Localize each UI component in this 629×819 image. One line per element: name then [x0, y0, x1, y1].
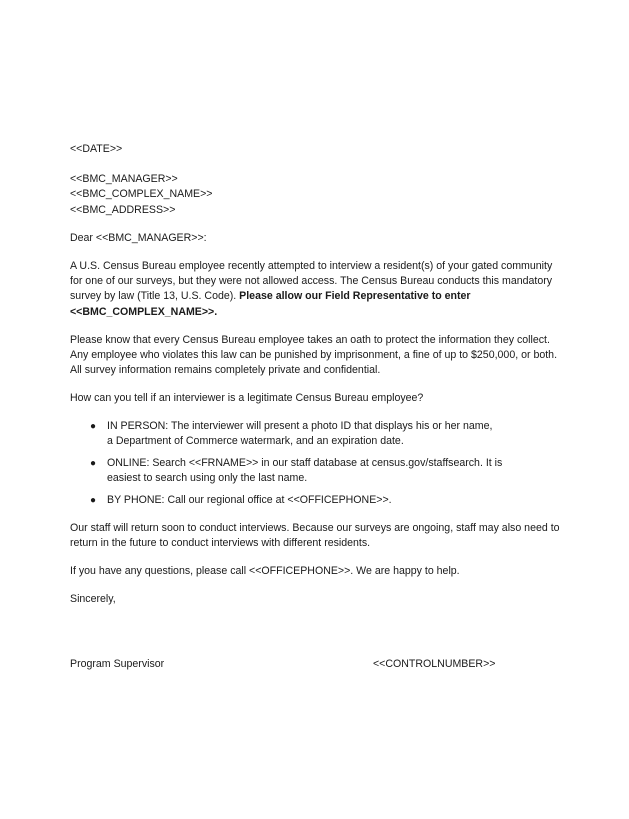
paragraph-confidentiality: Please know that every Census Bureau employee takes an oath to protect the information they collect. Any employee who violates this law can be punished by imprisonment, a fine of up to $250,000, or both. All survey information remains completely private and confidential. [70, 333, 558, 377]
verification-question: How can you tell if an interviewer is a legitimate Census Bureau employee? [70, 392, 424, 405]
recipient-manager: <<BMC_MANAGER>> [70, 173, 178, 186]
paragraph-access-request-emphasis: Please allow our Field Representative to enter <<BMC_COMPLEX_NAME>>. [70, 290, 471, 318]
paragraph-contact: If you have any questions, please call <<OFFICEPHONE>>. We are happy to help. [70, 565, 460, 578]
recipient-block [70, 172, 562, 218]
recipient-complex-name: <<BMC_COMPLEX_NAME>> [70, 188, 213, 201]
paragraph-access-request-text: A U.S. Census Bureau employee recently attempted to interview a resident(s) of your gated community for one of our surveys, but they were not allowed access. The Census Bureau conducts this mandatory survey by law (Title 13, U.S. Code). [70, 260, 553, 303]
bullet-online-line2: easiest to search using only the last name. [107, 472, 308, 485]
signature-title: Program Supervisor [70, 658, 165, 670]
recipient-address: <<BMC_ADDRESS>> [70, 203, 176, 216]
control-number: <<CONTROLNUMBER>> [373, 658, 496, 670]
closing: Sincerely, [70, 593, 116, 606]
salutation: Dear <<BMC_MANAGER>>: [70, 231, 207, 244]
bullet-icon: ● [90, 458, 97, 470]
bullet-by-phone-line1: BY PHONE: Call our regional office at <<OFFICEPHONE>>. [107, 494, 392, 507]
bullet-in-person-line2: a Department of Commerce watermark, and an expiration date. [107, 434, 404, 447]
bullet-online-line1: ONLINE: Search <<FRNAME>> in our staff database at census.gov/staffsearch. It is [107, 457, 503, 470]
bullet-icon: ● [90, 495, 97, 507]
bullet-in-person-line1: IN PERSON: The interviewer will present a photo ID that displays his or her name, [107, 419, 493, 432]
letter-body [70, 142, 562, 607]
list-item [70, 493, 562, 508]
verification-methods-list [70, 419, 562, 509]
list-item [70, 419, 562, 449]
bullet-icon: ● [90, 420, 97, 432]
list-item [70, 456, 562, 486]
letter-date: <<DATE>> [70, 143, 123, 155]
paragraph-return-visits: Our staff will return soon to conduct interviews. Because our surveys are ongoing, staff may also need to return in the future to conduct interviews with different residents. [70, 521, 560, 549]
paragraph-access-request [70, 259, 562, 320]
